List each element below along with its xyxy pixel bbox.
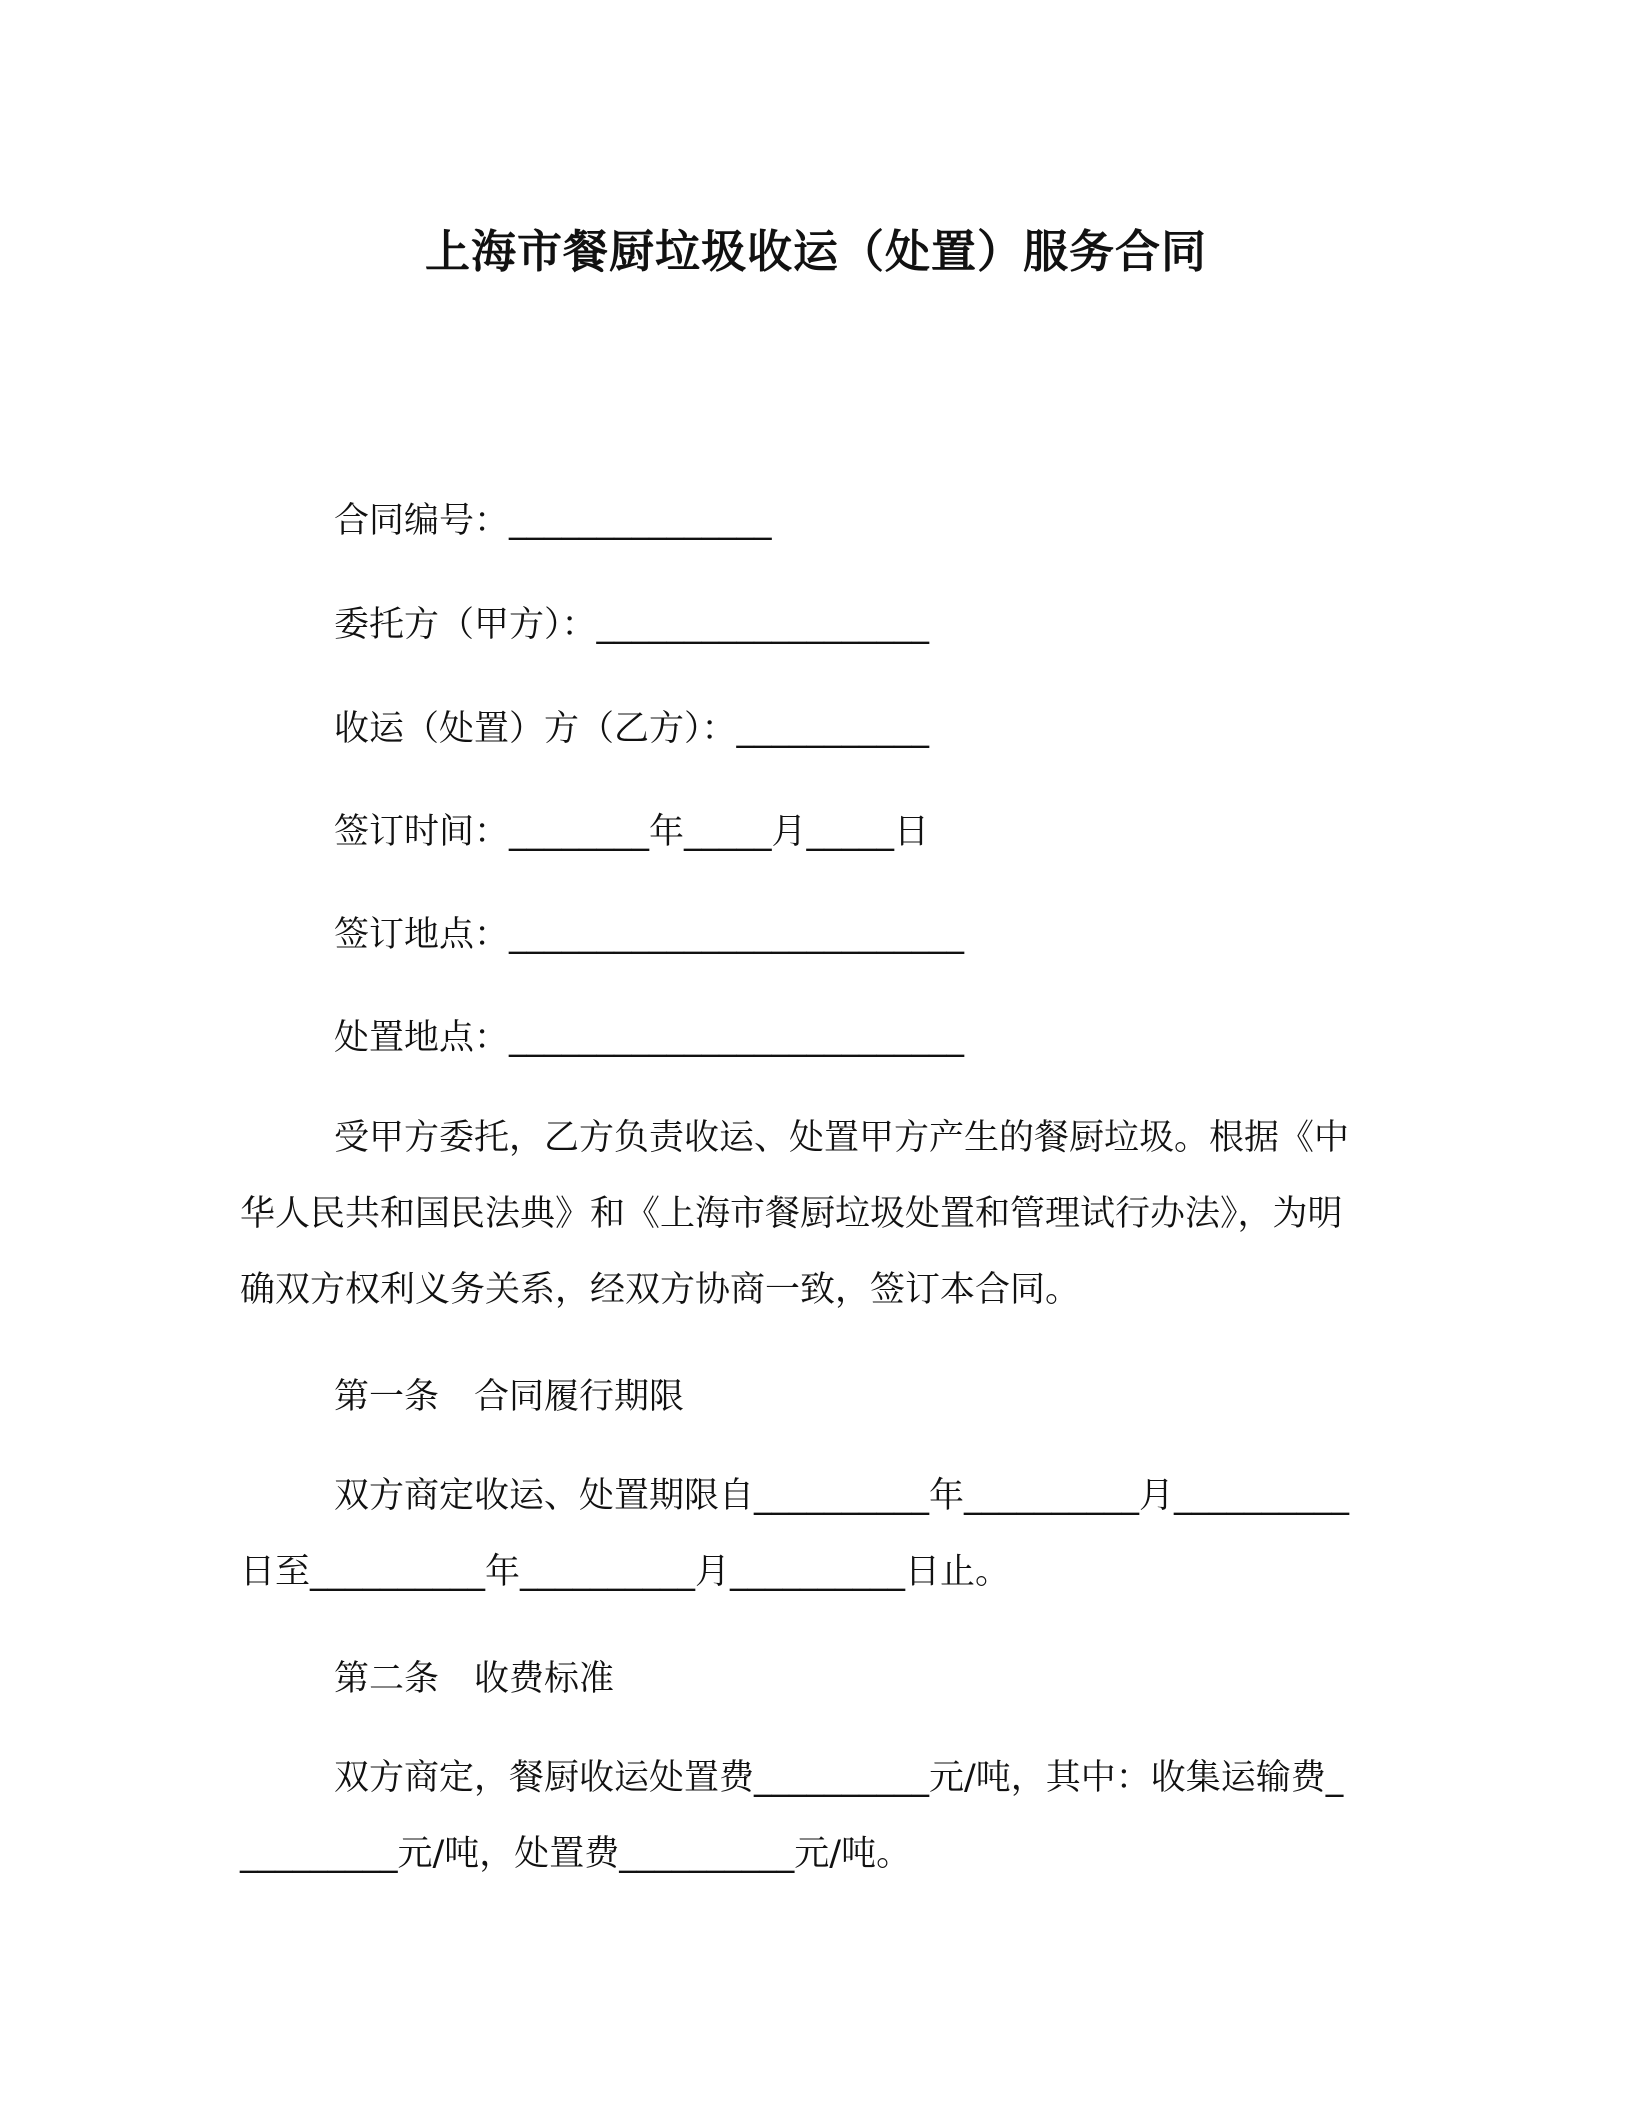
signing-date-field: 签订时间：________年_____月_____日: [334, 812, 930, 852]
intro-paragraph: 受甲方委托，乙方负责收运、处置甲方产生的餐厨垃圾。根据《中华人民共和国民法典》和《上海市餐厨垃圾处置和管理试行办法》，为明确双方权利义务关系，经双方协商一致，签订本合同。: [240, 1118, 1350, 1310]
article-2-body: 双方商定，餐厨收运处置费__________元/吨，其中：收集运输费__________元/吨，处置费__________元/吨。: [240, 1758, 1344, 1874]
document-title: 上海市餐厨垃圾收运（处置）服务合同: [424, 225, 1207, 278]
disposal-place-field: 处置地点：__________________________: [334, 1018, 965, 1058]
contract-number-field: 合同编号：_______________: [334, 501, 772, 541]
signing-place-field: 签订地点：__________________________: [334, 915, 965, 955]
article-1-body: 双方商定收运、处置期限自__________年__________月__________日至__________年__________月__________日止。: [240, 1476, 1350, 1592]
article-1-heading: 第一条 合同履行期限: [334, 1377, 685, 1417]
party-b-field: 收运（处置）方（乙方）：___________: [334, 709, 930, 749]
article-2-heading: 第二条 收费标准: [334, 1659, 615, 1699]
party-a-field: 委托方（甲方）：___________________: [334, 605, 930, 645]
